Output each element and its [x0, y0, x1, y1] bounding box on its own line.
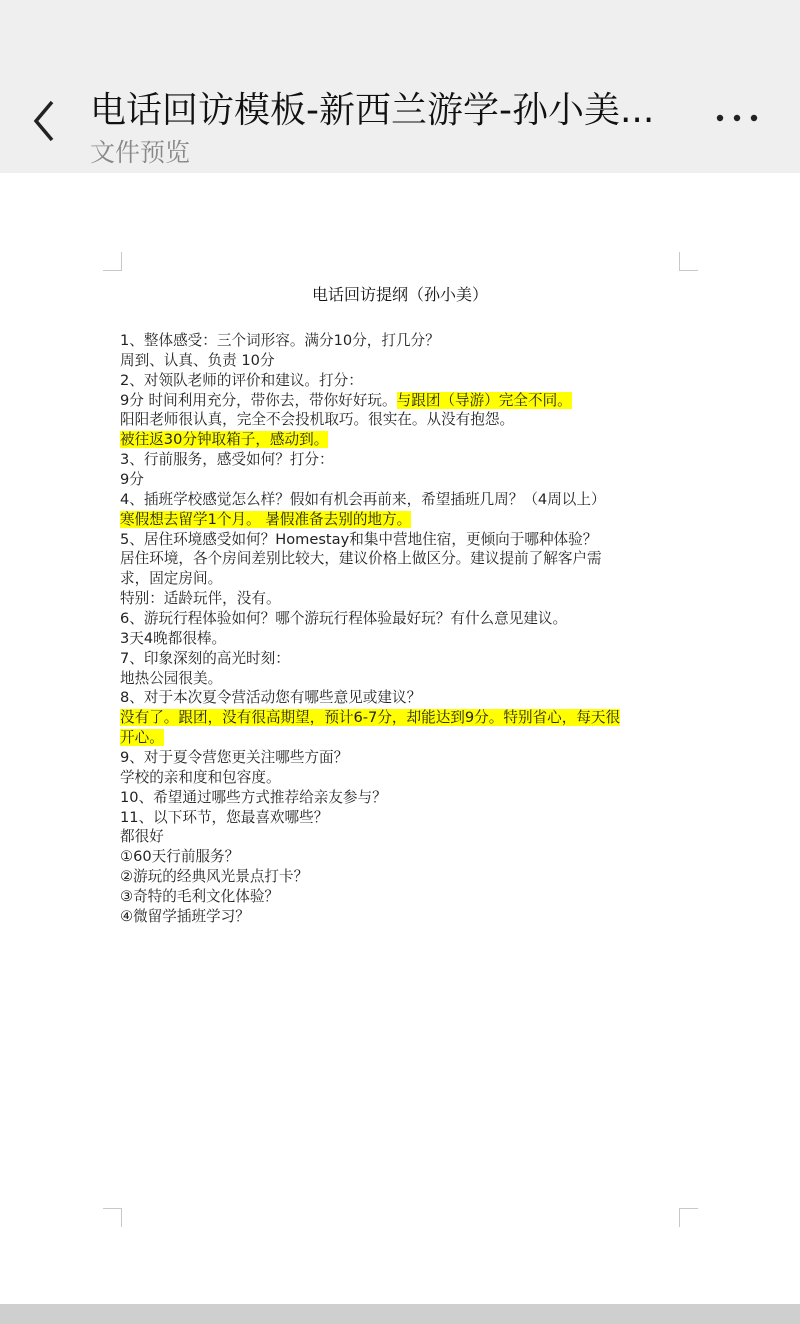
more-options-button[interactable]	[715, 100, 759, 140]
line-text: ④微留学插班学习？	[120, 907, 250, 925]
document-line	[120, 788, 690, 808]
document-line	[120, 688, 690, 708]
file-title: 电话回访模板-新西兰游学-孙小美...	[90, 90, 655, 131]
highlighted-text: 没有了。跟团，没有很高期望，预计6-7分，却能达到9分。特别省心，每天很	[120, 709, 621, 727]
chevron-left-icon	[28, 98, 68, 144]
line-text: 地热公园很美。	[120, 669, 223, 687]
file-preview-label: 文件预览	[90, 138, 191, 167]
document-line	[120, 331, 690, 351]
line-text: 都很好	[120, 828, 164, 846]
line-text: 10、希望通过哪些方式推荐给亲友参与？	[120, 788, 387, 806]
document-line	[120, 549, 690, 569]
document-line	[120, 649, 690, 669]
document-line	[120, 430, 690, 450]
document-line	[120, 728, 690, 748]
line-text: 求，固定房间。	[120, 570, 223, 588]
line-text: 2、对领队老师的评价和建议。打分：	[120, 371, 363, 389]
line-text: 3天4晚都很棒。	[120, 629, 227, 647]
document-line	[120, 867, 690, 887]
document-line	[120, 410, 690, 430]
bottom-bar	[0, 1304, 800, 1324]
line-text: 8、对于本次夏令营活动您有哪些意见或建议？	[120, 689, 422, 707]
document-line	[120, 490, 690, 510]
line-text: 3、行前服务，感受如何？打分：	[120, 451, 334, 469]
line-text: 9分	[120, 471, 144, 489]
line-text: ②游玩的经典风光景点打卡？	[120, 868, 309, 886]
document-line	[120, 708, 690, 728]
document-line	[120, 510, 690, 530]
document-line	[120, 629, 690, 649]
line-text: ①60天行前服务？	[120, 848, 240, 866]
line-text: 7、印象深刻的高光时刻：	[120, 649, 290, 667]
line-text: 特别：适龄玩伴，没有。	[120, 590, 281, 608]
line-text: 9分 时间利用充分，带你去，带你好好玩。	[120, 391, 397, 409]
document-line	[120, 530, 690, 550]
line-text: 周到、认真、负责 10分	[120, 351, 275, 369]
document-line	[120, 351, 690, 371]
line-text: ③奇特的毛利文化体验？	[120, 888, 280, 906]
back-button[interactable]	[28, 98, 68, 144]
page-corner-mark	[679, 1208, 698, 1227]
document-line	[120, 808, 690, 828]
line-text: 11、以下环节，您最喜欢哪些？	[120, 808, 329, 826]
document-line	[120, 569, 690, 589]
line-text: 4、插班学校感觉怎么样？假如有机会再前来，希望插班几周？（4周以上）	[120, 490, 606, 508]
app-header	[0, 0, 800, 173]
document-line	[120, 589, 690, 609]
document-body	[120, 331, 690, 927]
line-text: 阳阳老师很认真，完全不会投机取巧。很实在。从没有抱怨。	[120, 411, 515, 429]
more-dots-icon	[715, 113, 759, 123]
page-corner-mark	[103, 252, 122, 271]
line-text: 5、居住环境感受如何？Homestay和集中营地住宿，更倾向于哪种体验？	[120, 530, 598, 548]
document-line	[120, 669, 690, 689]
page-corner-mark	[103, 1208, 122, 1227]
page-corner-mark	[679, 252, 698, 271]
highlighted-text: 开心。	[120, 729, 164, 747]
document-line	[120, 609, 690, 629]
document-line	[120, 371, 690, 391]
document-line	[120, 450, 690, 470]
document-line	[120, 887, 690, 907]
line-text: 9、对于夏令营您更关注哪些方面？	[120, 749, 349, 767]
document-line	[120, 768, 690, 788]
document-line	[120, 827, 690, 847]
document-line	[120, 391, 690, 411]
highlighted-text: 与跟团（导游）完全不同。	[396, 391, 572, 409]
document-line	[120, 907, 690, 927]
line-text: 学校的亲和度和包容度。	[120, 768, 281, 786]
document-line	[120, 847, 690, 867]
document-line	[120, 470, 690, 490]
document-title: 电话回访提纲（孙小美）	[311, 285, 488, 304]
document-line	[120, 748, 690, 768]
line-text: 6、游玩行程体验如何？哪个游玩行程体验最好玩？有什么意见建议。	[120, 610, 568, 628]
line-text: 居住环境，各个房间差别比较大，建议价格上做区分。建议提前了解客户需	[120, 550, 602, 568]
highlighted-text: 寒假想去留学1个月。 暑假准备去别的地方。	[120, 510, 412, 528]
line-text: 1、整体感受：三个词形容。满分10分，打几分？	[120, 332, 440, 349]
highlighted-text: 被往返30分钟取箱子，感动到。	[120, 431, 329, 449]
